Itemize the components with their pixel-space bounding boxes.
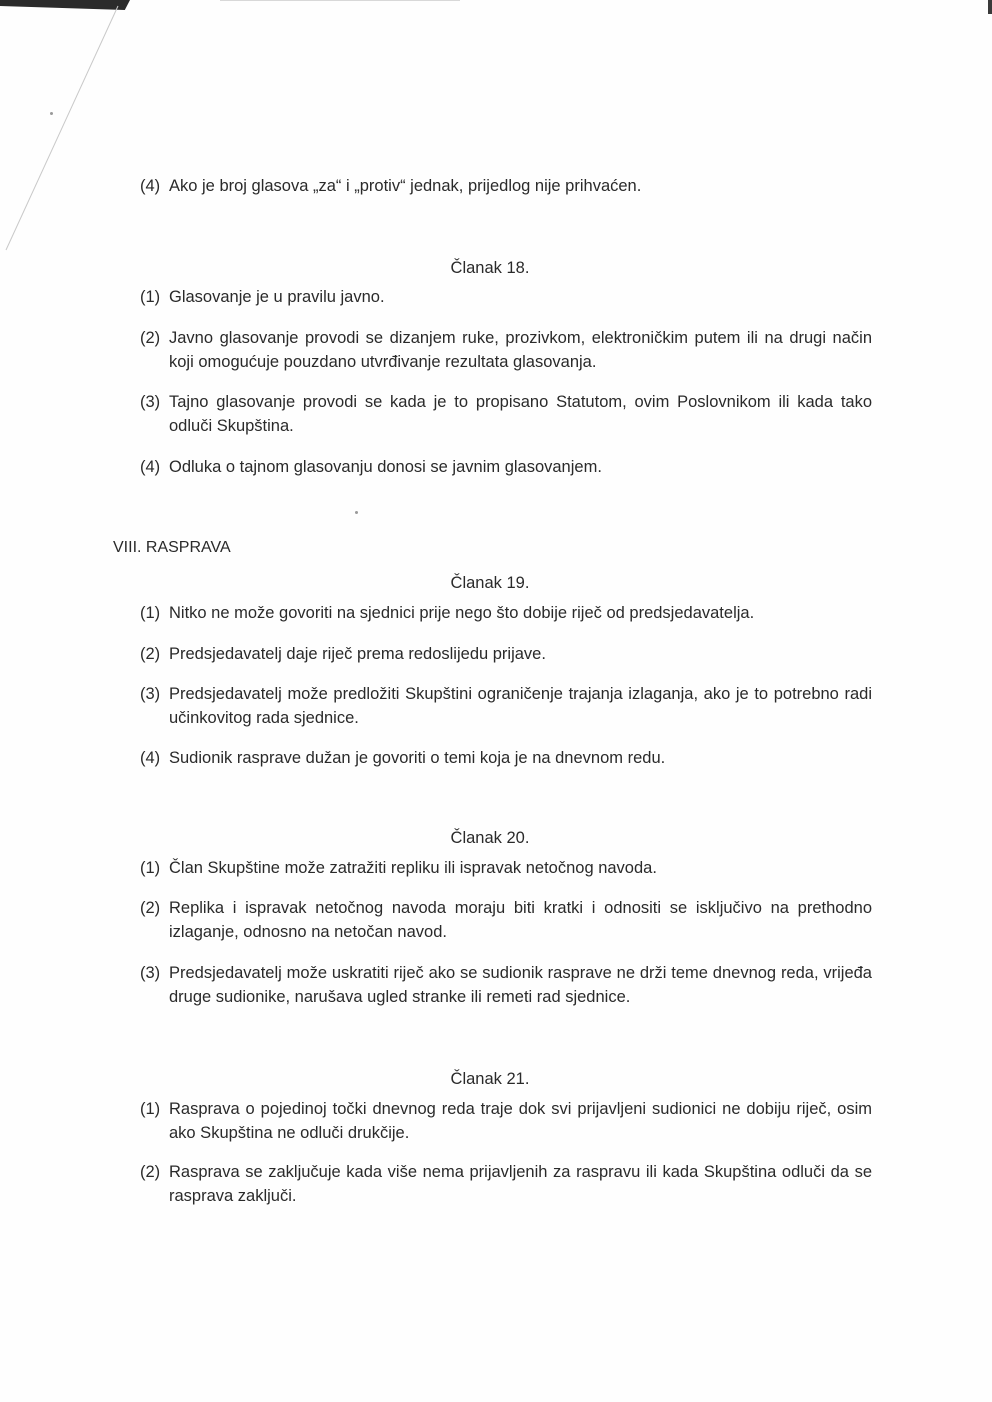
paragraph [140, 285, 872, 309]
scan-artifact-edge [988, 0, 992, 14]
paragraph-number: (3) [140, 964, 161, 982]
paragraph-number: (4) [140, 458, 161, 476]
paragraph-text: Odluka o tajnom glasovanju donosi se javnim glasovanjem. [169, 458, 602, 476]
paragraph-number: (2) [140, 329, 161, 347]
paragraph-number: (1) [140, 1100, 161, 1118]
paragraph [140, 856, 872, 880]
paragraph [140, 896, 872, 944]
paragraph-number: (2) [140, 899, 161, 917]
paragraph [140, 601, 872, 625]
paragraph-text: Ako je broj glasova „za“ i „protiv“ jednak, prijedlog nije prihvaćen. [169, 177, 642, 195]
paragraph-text: Rasprava o pojedinoj točki dnevnog reda traje dok svi prijavljeni sudionici ne dobiju riječ, osim ako Skupština ne odluči drukčije. [169, 1100, 872, 1142]
paragraph-number: (1) [140, 604, 161, 622]
article-title: Članak 20. [450, 829, 530, 847]
paragraph-number: (1) [140, 288, 161, 306]
paragraph-number: (2) [140, 645, 161, 663]
paragraph-number: (3) [140, 685, 161, 703]
paragraph-text: Rasprava se zaključuje kada više nema prijavljenih za raspravu ili kada Skupština odluči da se rasprava zaključi. [169, 1163, 872, 1205]
paragraph-text: Sudionik rasprave dužan je govoriti o temi koja je na dnevnom redu. [169, 749, 666, 767]
paragraph-text: Tajno glasovanje provodi se kada je to propisano Statutom, ovim Poslovnikom ili kada tako odluči Skupština. [169, 393, 872, 435]
paragraph-text: Nitko ne može govoriti na sjednici prije nego što dobije riječ od predsjedavatelja. [169, 604, 755, 622]
paragraph [140, 455, 872, 479]
paragraph-text: Glasovanje je u pravilu javno. [169, 288, 385, 306]
paragraph [140, 1097, 872, 1145]
paragraph-text: Predsjedavatelj daje riječ prema redoslijedu prijave. [169, 645, 546, 663]
paragraph [140, 746, 872, 770]
scan-artifact-diagonal [0, 0, 130, 260]
scan-speck [355, 511, 358, 514]
paragraph [140, 642, 872, 666]
paragraph [140, 326, 872, 374]
paragraph-text: Predsjedavatelj može uskratiti riječ ako se sudionik rasprave ne drži teme dnevnog reda, vrijeđa druge sudionike, narušava ugled stranke ili remeti rad sjednice. [169, 964, 872, 1006]
paragraph-number: (3) [140, 393, 161, 411]
paragraph [140, 682, 872, 730]
paragraph [140, 961, 872, 1009]
paragraph-number: (4) [140, 749, 161, 767]
article-title: Članak 18. [450, 259, 530, 277]
paragraph-number: (2) [140, 1163, 161, 1181]
paragraph-text: Javno glasovanje provodi se dizanjem ruke, prozivkom, elektroničkim putem ili na drugi način koji omogućuje pouzdano utvrđivanje rezultata glasovanja. [169, 329, 872, 371]
article-title: Članak 21. [450, 1070, 530, 1088]
section-heading: VIII. RASPRAVA [113, 539, 231, 556]
paragraph-text: Replika i ispravak netočnog navoda moraju biti kratki i odnositi se isključivo na prethodno izlaganje, odnosno na netočan navod. [169, 899, 872, 941]
scan-artifact-line [220, 0, 460, 1]
scan-speck [50, 112, 53, 115]
paragraph-number: (4) [140, 177, 161, 195]
paragraph [140, 174, 872, 198]
paragraph-text: Član Skupštine može zatražiti repliku ili ispravak netočnog navoda. [169, 859, 657, 877]
paragraph-number: (1) [140, 859, 161, 877]
article-title: Članak 19. [450, 574, 530, 592]
paragraph [140, 1160, 872, 1208]
paragraph [140, 390, 872, 438]
paragraph-text: Predsjedavatelj može predložiti Skupštini ograničenje trajanja izlaganja, ako je to potrebno radi učinkovitog rada sjednice. [169, 685, 872, 727]
